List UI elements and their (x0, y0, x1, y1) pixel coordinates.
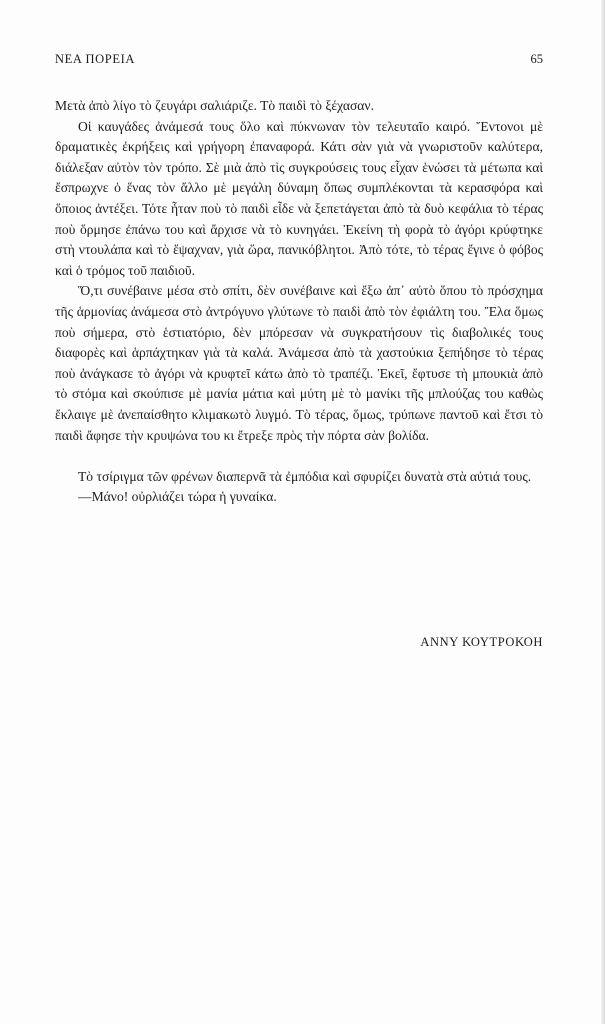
page-number: 65 (530, 52, 543, 66)
author-signature: ΑΝΝΥ ΚΟΥΤΡΟΚΟΗ (420, 635, 543, 649)
page-header (55, 52, 543, 72)
paragraph-5-dialogue: —Μάνο! οὐρλιάζει τώρα ἡ γυναίκα. (78, 489, 277, 505)
page-edge-shadow (601, 0, 605, 1024)
story-text (55, 96, 543, 508)
paragraph-1: Μετὰ ἀπὸ λίγο τὸ ζευγάρι σαλιάριζε. Τὸ παιδὶ τὸ ξέχασαν. (55, 98, 374, 113)
paragraph-3: Ὅ,τι συνέβαινε μέσα στὸ σπίτι, δὲν συνέβαινε καὶ ἔξω ἀπ᾿ αὐτὸ ὅπου τὸ πρόσχημα τῆς ἁρμονίας ἀνάμεσα στὸ ἀντρόγυνο γλύτωνε τὸ παιδὶ ἀπὸ τὸν ἐφιάλτη του. Ἔλα ὅμως ποὺ σήμερα, στὸ ἑστιατόριο, δὲν μπόρεσαν νὰ συγκρατήσουν τὶς διαβολικές τους διαφορὲς καὶ ἁρπάχτηκαν γιὰ τὰ καλά. Ἀνάμεσα ἀπὸ τὰ χαστούκια ξεπήδησε τὸ τέρας ποὺ ἀνάγκασε τὸ ἀγόρι νὰ κρυφτεῖ κάτω ἀπὸ τὸ τραπέζι. Ἐκεῖ, ἔφτυσε τὴ μπουκιὰ ἀπὸ τὸ στόμα καὶ σκούπισε μὲ μανία μάτια καὶ μύτη μὲ τὸ μανίκι τῆς μπλούζας του καθὼς ἔκλαιγε μὲ ἀνεπαίσθητο κλιμακωτὸ λυγμό. Τὸ τέρας, ὅμως, τρύπωνε παντοῦ καὶ ἔτσι τὸ παιδὶ ἄφησε τὴν κρυψώνα του κι ἔτρεξε πρὸς τὴν πόρτα σὰν βολίδα. (55, 283, 543, 443)
running-head: ΝΕΑ ΠΟΡΕΙΑ (55, 52, 135, 66)
paragraph-2: Οἱ καυγάδες ἀνάμεσά τους ὅλο καὶ πύκνωναν τὸν τελευταῖο καιρό. Ἔντονοι μὲ δραματικὲς ἐκρήξεις καὶ γρήγορη ἐπαναφορά. Κάτι σὰν γιὰ νὰ γνωριστοῦν καλύτερα, διάλεξαν αὐτὸν τὸν τρόπο. Σὲ μιὰ ἀπὸ τὶς συγκρούσεις τους εἶχαν ἑνώσει τὰ μέτωπα καὶ ἔσπρωχνε ὁ ἕνας τὸν ἄλλο μὲ μεγάλη δύναμη ὅπως συμπλέκονται τὰ κερασφόρα καὶ ὅποιος ἀντέξει. Τότε ἦταν ποὺ τὸ παιδὶ εἶδε νὰ ξεπετάγεται ἀπὸ τὰ δυὸ κεφάλια τὸ τέρας ποὺ ὅρμησε ἐπάνω του καὶ ἄρχισε νὰ τὸ κυνηγάει. Ἐκείνη τὴ φορὰ τὸ ἀγόρι κρύφτηκε στὴ ντουλάπα καὶ τὸ ἔψαχναν, γιὰ ὥρα, πανικόβλητοι. Ἀπὸ τότε, τὸ τέρας ἔγινε ὁ φόβος καὶ ὁ τρόμος τοῦ παιδιοῦ. (55, 118, 543, 278)
paragraph-4: Τὸ τσίριγμα τῶν φρένων διαπερνᾶ τὰ ἐμπόδια καὶ σφυρίζει δυνατὰ στὰ αὐτιά τους. (78, 468, 532, 484)
